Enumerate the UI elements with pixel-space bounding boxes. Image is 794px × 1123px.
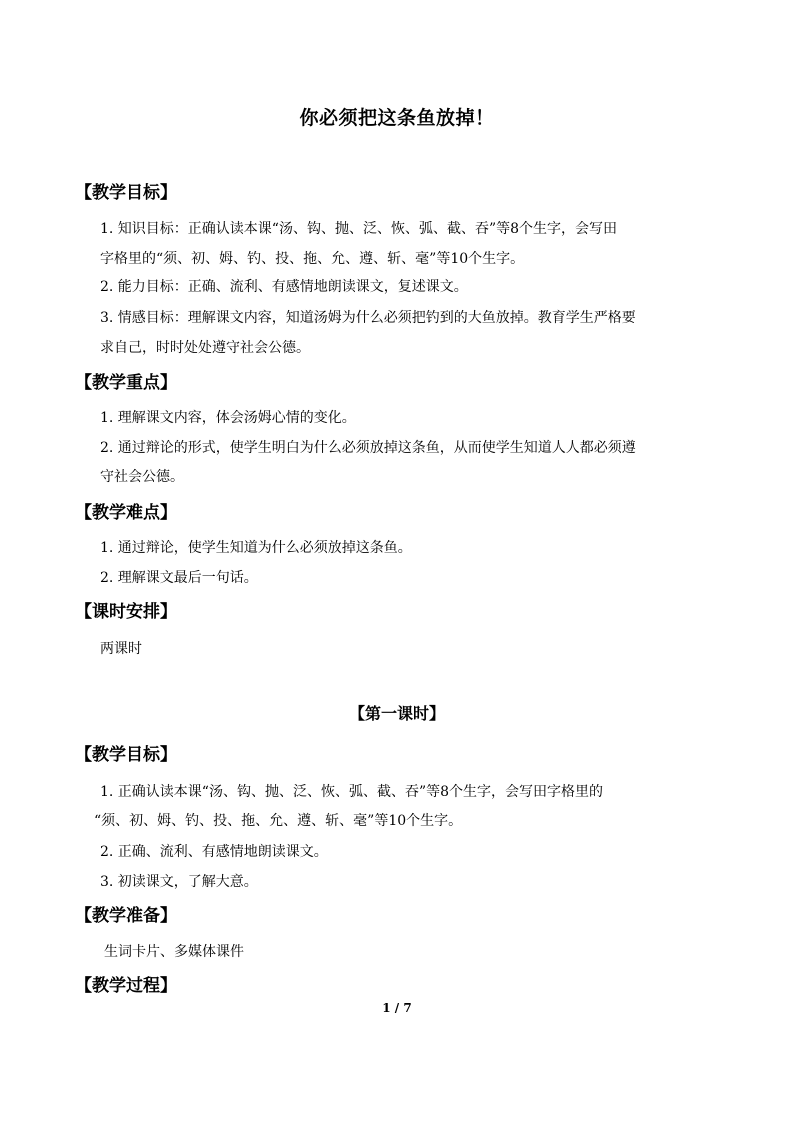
- key-points-line-2: 2. 通过辩论的形式，使学生明白为什么必须放掉这条鱼，从而使学生知道人人都必须遵: [100, 440, 636, 456]
- lesson-1-heading-process: 【教学过程】: [75, 976, 177, 996]
- lesson-1-heading-goals: 【教学目标】: [75, 745, 177, 765]
- key-points-line-1: 1. 理解课文内容，体会汤姆心情的变化。: [100, 410, 356, 426]
- lesson-1-goals-line-3: 2. 正确、流利、有感情地朗读课文。: [100, 844, 328, 860]
- goals-line-2: 字格里的“须、初、姆、钓、投、拖、允、遵、斩、毫”等10个生字。: [100, 251, 525, 267]
- key-points-line-3: 守社会公德。: [100, 469, 184, 485]
- lesson-1-goals-line-2: “须、初、姆、钓、投、拖、允、遵、斩、毫”等10个生字。: [94, 813, 463, 829]
- difficulties-line-1: 1. 通过辩论，使学生知道为什么必须放掉这条鱼。: [100, 540, 412, 556]
- goals-line-1: 1. 知识目标：正确认读本课“汤、钩、抛、泛、恢、弧、截、吞”等8个生字，会写田: [100, 221, 618, 237]
- schedule-line-1: 两课时: [100, 641, 142, 657]
- lesson-1-goals-line-4: 3. 初读课文，了解大意。: [100, 874, 258, 890]
- lesson-1-preparation-line-1: 生词卡片、多媒体课件: [104, 944, 244, 960]
- goals-line-3: 2. 能力目标：正确、流利、有感情地朗读课文，复述课文。: [100, 279, 468, 295]
- section-heading-difficulties: 【教学难点】: [75, 503, 177, 523]
- lesson-1-goals-line-1: 1. 正确认读本课“汤、钩、抛、泛、恢、弧、截、吞”等8个生字，会写田字格里的: [100, 784, 604, 800]
- goals-line-5: 求自己，时时处处遵守社会公德。: [100, 340, 310, 356]
- lesson-1-title: 【第一课时】: [348, 704, 445, 723]
- section-heading-schedule: 【课时安排】: [75, 602, 177, 622]
- section-heading-key-points: 【教学重点】: [75, 373, 177, 393]
- goals-line-4: 3. 情感目标：理解课文内容，知道汤姆为什么必须把钓到的大鱼放掉。教育学生严格要: [100, 310, 636, 326]
- page-number: 1 / 7: [382, 1001, 412, 1015]
- lesson-1-heading-preparation: 【教学准备】: [75, 906, 177, 926]
- document-title: 你必须把这条鱼放掉！: [299, 107, 495, 129]
- section-heading-goals: 【教学目标】: [75, 183, 177, 203]
- difficulties-line-2: 2. 理解课文最后一句话。: [100, 570, 258, 586]
